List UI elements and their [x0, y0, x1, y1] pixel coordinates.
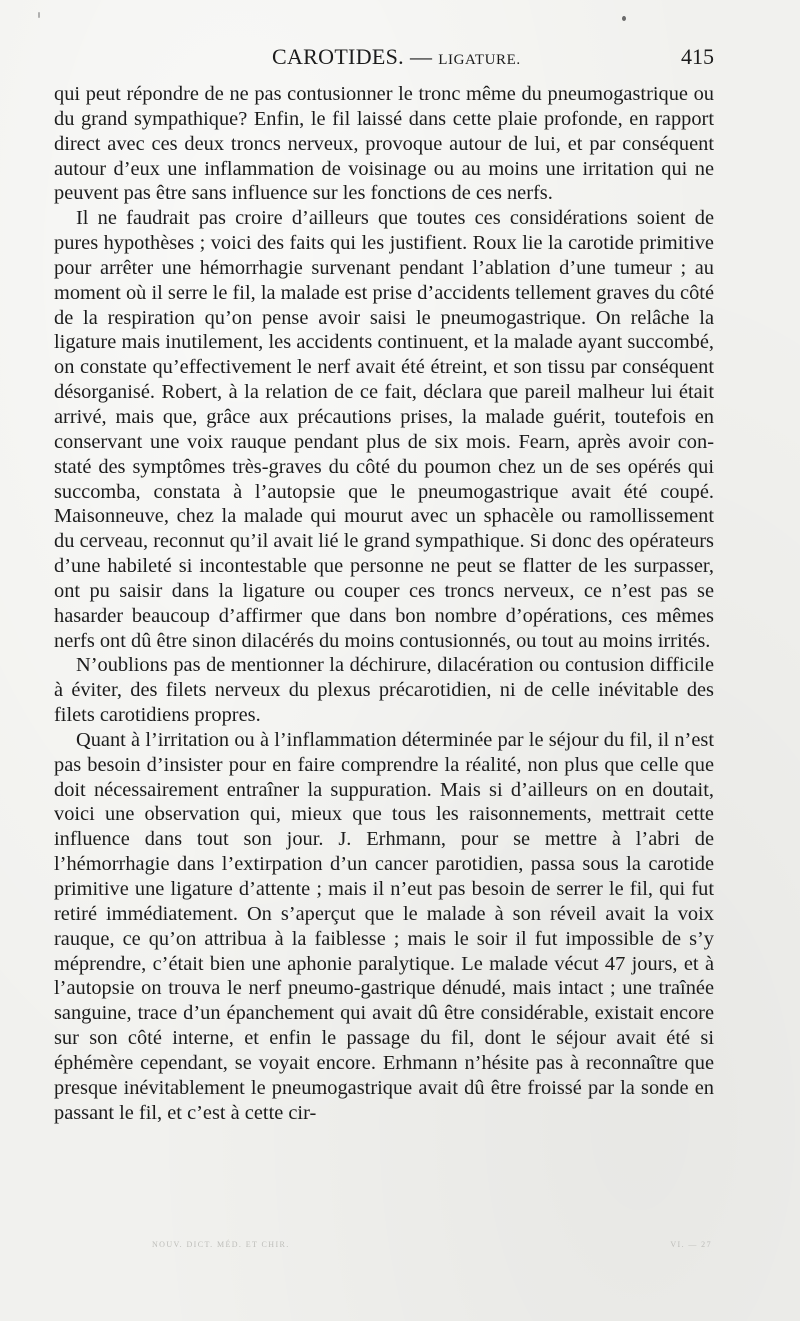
page-number: 415	[681, 44, 714, 69]
sheet-signature: VI. — 27	[670, 1240, 712, 1249]
ink-speck	[622, 16, 626, 21]
paragraph: N’oublions pas de mentionner la déchirure, dilacération ou contusion difficile à éviter, des filets nerveux du plexus précarotidien, ni de celle inévitable des filets carotidiens propres.	[54, 654, 714, 727]
printer-signature: NOUV. DICT. MÉD. ET CHIR.	[152, 1240, 290, 1249]
body-text	[54, 82, 714, 1125]
ink-speck	[38, 12, 40, 18]
paragraph: Quant à l’irritation ou à l’inflammation déterminée par le séjour du fil, il n’est pas besoin d’insister pour en faire comprendre la réalité, non plus que celle que doit nécessairement entraîner la suppuration. Mais si d’ailleurs on en doutait, voici une observation qui, mieux que tous les raisonnements, mettrait cette influence dans tout son jour. J. Erhmann, pour se mettre à l’abri de l’hémorrhagie dans l’extirpation d’un cancer parotidien, passa sous la carotide primitive une ligature d’attente ; mais il n’eut pas besoin de serrer le fil, qui fut retiré immédiatement. On s’aperçut que le malade à son réveil avait la voix rauque, ce qu’on attribua à la faiblesse ; mais le soir il fut impossible de s’y méprendre, c’était bien une aphonie paralytique. Le malade vécut 47 jours, et à l’autopsie on trouva le nerf pneumo-gastrique dénudé, mais intact ; une traînée sanguine, trace d’un épanchement qui avait dû être considérable, existait encore sur son côté interne, et enfin le passage du fil, dont le séjour avait été si éphémère cependant, se voyait encore. Erhmann n’hésite pas à reconnaître que presque inévitablement le pneumogastrique avait dû être froissé par la sonde en passant le fil, et c’est à cette cir-	[54, 728, 714, 1124]
running-header	[54, 44, 714, 76]
section-title: LIGATURE.	[438, 52, 521, 68]
running-title-text: CAROTIDES.	[272, 44, 404, 69]
title-separator: —	[409, 44, 433, 69]
running-title	[272, 44, 521, 70]
page-footer	[152, 1240, 712, 1254]
paragraph: Il ne faudrait pas croire d’ailleurs que toutes ces considérations soient de pures hypothèses ; voici des faits qui les justifient. Roux lie la carotide primitive pour arrêter une hémorrhagie survenant pendant l’ablation d’une tumeur ; au moment où il serre le fil, la malade est prise d’accidents tellement graves du côté de la respiration qu’on pense avoir saisi le pneumogastrique. On relâche la ligature mais inutilement, les accidents continuent, et la malade ayant succombé, on constate qu’effectivement le nerf avait été étreint, et son tissu par conséquent désorganisé. Robert, à la relation de ce fait, déclara que pareil malheur lui était arrivé, mais que, grâce aux précautions prises, la malade guérit, toutefois en conservant une voix rauque pendant plus de six mois. Fearn, après avoir constaté des symptômes très-graves du côté du poumon chez un de ses opérés qui succomba, constata à l’autopsie que le pneumogastrique avait été coupé. Maisonneuve, chez la malade qui mourut avec un sphacèle ou ramollissement du cerveau, reconnut qu’il avait lié le grand sympathique. Si donc des opérateurs d’une habileté si incontestable que personne ne peut se flatter de les surpasser, ont pu saisir dans la ligature ou couper ces troncs nerveux, ce n’est pas se hasarder beaucoup d’affirmer que dans bon nombre d’opérations, ces mêmes nerfs ont dû être sinon dilacérés du moins contusionnés, ou tout au moins irrités.	[54, 207, 714, 652]
paragraph: qui peut répondre de ne pas contusionner le tronc même du pneumogastrique ou du grand sympathique? Enfin, le fil laissé dans cette plaie profonde, en rapport direct avec ces deux troncs nerveux, provoque autour de lui, et par conséquent autour d’eux une inflammation de voisinage ou au moins une irritation qui ne peuvent pas être sans influence sur les fonctions de ces nerfs.	[54, 83, 714, 205]
